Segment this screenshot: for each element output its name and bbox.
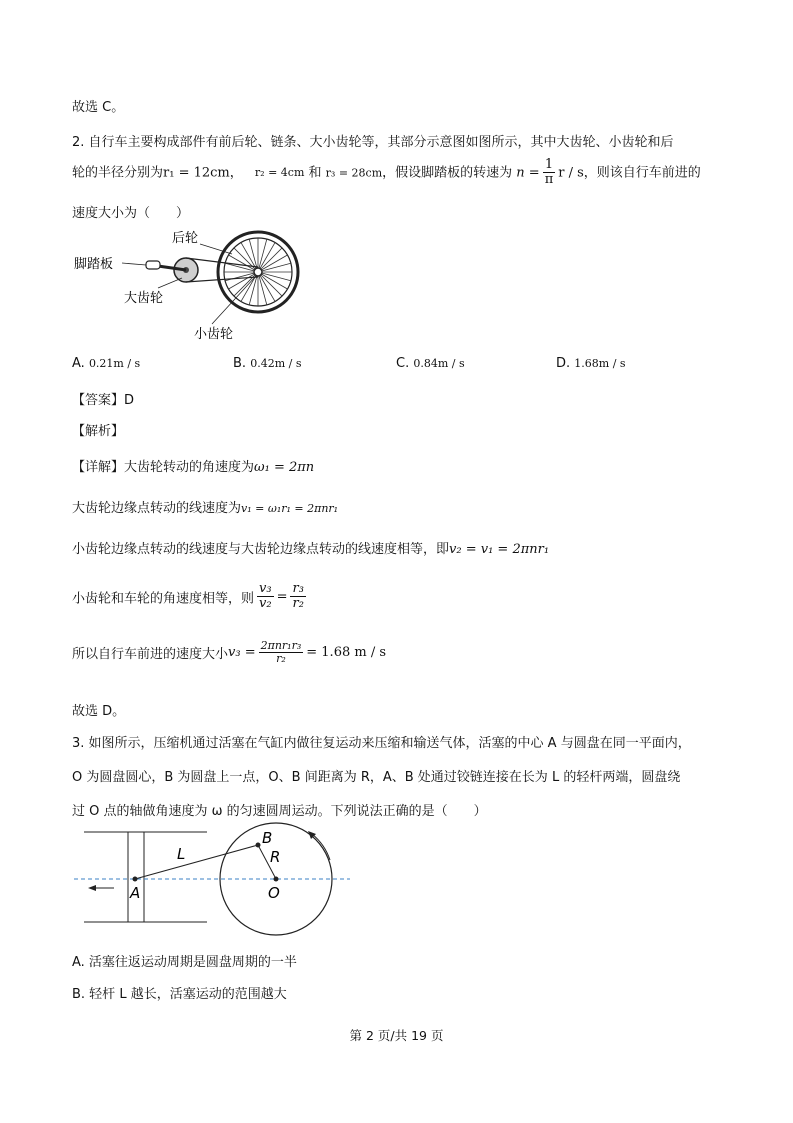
radius-r-label: R xyxy=(270,848,281,866)
step-rhs: = 1.68 m / s xyxy=(306,645,387,661)
prev-answer: 故选 C。 xyxy=(72,100,125,115)
option-value: 0.42m / s xyxy=(250,357,302,370)
q2-sep: ， xyxy=(229,165,243,181)
step-math: v₂ = v₁ = 2πnr₁ xyxy=(449,542,550,557)
q2-stem-line3: 速度大小为（ ） xyxy=(72,206,190,221)
solution-step-2 xyxy=(72,497,338,516)
step-math: v₁ = ω₁r₁ = 2πnr₁ xyxy=(241,502,339,515)
step-text: 大齿轮边缘点转动的线速度为 xyxy=(72,501,242,516)
q2-r2: r₂ = 4cm xyxy=(254,166,305,180)
compressor-figure xyxy=(72,822,362,940)
rod-l-label: L xyxy=(177,845,186,863)
q2-n-num: 1 xyxy=(543,158,556,173)
step-text: 小齿轮边缘点转动的线速度与大齿轮边缘点转动的线速度相等，即 xyxy=(72,542,450,557)
pedal-label: 脚踏板 xyxy=(74,257,114,272)
q2-r3: r₃ = 28cm xyxy=(325,166,383,180)
ratio-right-den: r₂ xyxy=(292,596,304,612)
q3-option-b: B. 轻杆 L 越长，活塞运动的范围越大 xyxy=(72,987,287,1002)
solution-step-1 xyxy=(72,456,314,475)
ratio-right xyxy=(290,582,305,612)
analysis-tag: 【解析】 xyxy=(72,424,125,439)
step-frac xyxy=(259,640,304,665)
option-value: 1.68m / s xyxy=(574,357,626,370)
ratio-left xyxy=(257,582,274,612)
q2-option-c xyxy=(396,356,465,371)
point-a-label: A xyxy=(130,884,141,902)
q3-stem-line3: 过 O 点的轴做角速度为 ω 的匀速圆周运动。下列说法正确的是（ ） xyxy=(72,804,487,819)
solution-step-3 xyxy=(72,538,549,557)
q3-stem-line2: O 为圆盘圆心，B 为圆盘上一点，O、B 间距离为 R，A、B 处通过铰链连接在长为 L 的轻杆两端，圆盘绕 xyxy=(72,770,681,785)
ratio-left-den: v₂ xyxy=(259,596,272,612)
option-key: B. xyxy=(233,356,247,371)
q2-option-a xyxy=(72,356,140,371)
q2-n-frac xyxy=(543,158,556,188)
ratio-eq: = xyxy=(276,589,288,605)
q2-stem-text2: ，假设脚踏板的转速为 xyxy=(382,165,513,181)
step-math: ω₁ = 2πn xyxy=(254,460,315,475)
q2-stem-line2 xyxy=(72,158,701,188)
solution-step-4 xyxy=(72,582,309,612)
big-gear-label: 大齿轮 xyxy=(124,291,164,306)
q2-n-eq: n = xyxy=(516,165,540,181)
q2-option-b xyxy=(233,356,301,371)
q2-r1: r₁ = 12cm xyxy=(163,165,230,181)
bicycle-figure xyxy=(72,226,312,346)
point-b-label: B xyxy=(262,829,273,847)
ratio-right-num: r₃ xyxy=(292,581,304,596)
answer-tag: 【答案】D xyxy=(72,393,135,408)
step-frac-den: r₂ xyxy=(276,652,286,666)
ratio-left-num: v₃ xyxy=(259,581,272,596)
q3-option-a: A. 活塞往返运动周期是圆盘周期的一半 xyxy=(72,955,297,970)
q2-stem-line1: 2. 自行车主要构成部件有前后轮、链条、大小齿轮等，其部分示意图如图所示，其中大齿轮、小齿轮和后 xyxy=(72,135,674,150)
q2-n-unit: r / s xyxy=(558,165,584,181)
q2-option-d xyxy=(556,356,626,371)
rear-wheel-label: 后轮 xyxy=(172,231,199,246)
option-value: 0.84m / s xyxy=(413,357,465,370)
small-gear-label: 小齿轮 xyxy=(194,327,234,342)
option-key: A. xyxy=(72,356,85,371)
option-value: 0.21m / s xyxy=(88,357,141,370)
q2-stem-text: 轮的半径分别为 xyxy=(72,165,164,181)
solution-step-5 xyxy=(72,640,386,665)
step-lhs: v₃ = xyxy=(228,645,256,661)
center-o-label: O xyxy=(268,884,280,902)
option-key: C. xyxy=(396,356,410,371)
step-text: 小齿轮和车轮的角速度相等，则 xyxy=(72,591,255,607)
q2-final-answer: 故选 D。 xyxy=(72,704,126,719)
step-text: 【详解】大齿轮转动的角速度为 xyxy=(72,460,255,475)
q2-n-den: π xyxy=(544,172,554,188)
step-text: 所以自行车前进的速度大小 xyxy=(72,647,229,663)
q2-stem-text3: ，则该自行车前进的 xyxy=(583,165,701,181)
option-key: D. xyxy=(556,356,571,371)
q3-stem-line1: 3. 如图所示，压缩机通过活塞在气缸内做往复运动来压缩和输送气体，活塞的中心 A 与圆盘在同一平面内， xyxy=(72,736,691,751)
page-footer: 第 2 页/共 19 页 xyxy=(349,1028,444,1043)
q2-and: 和 xyxy=(308,165,322,181)
step-frac-num: 2πnr₁r₃ xyxy=(260,639,302,652)
